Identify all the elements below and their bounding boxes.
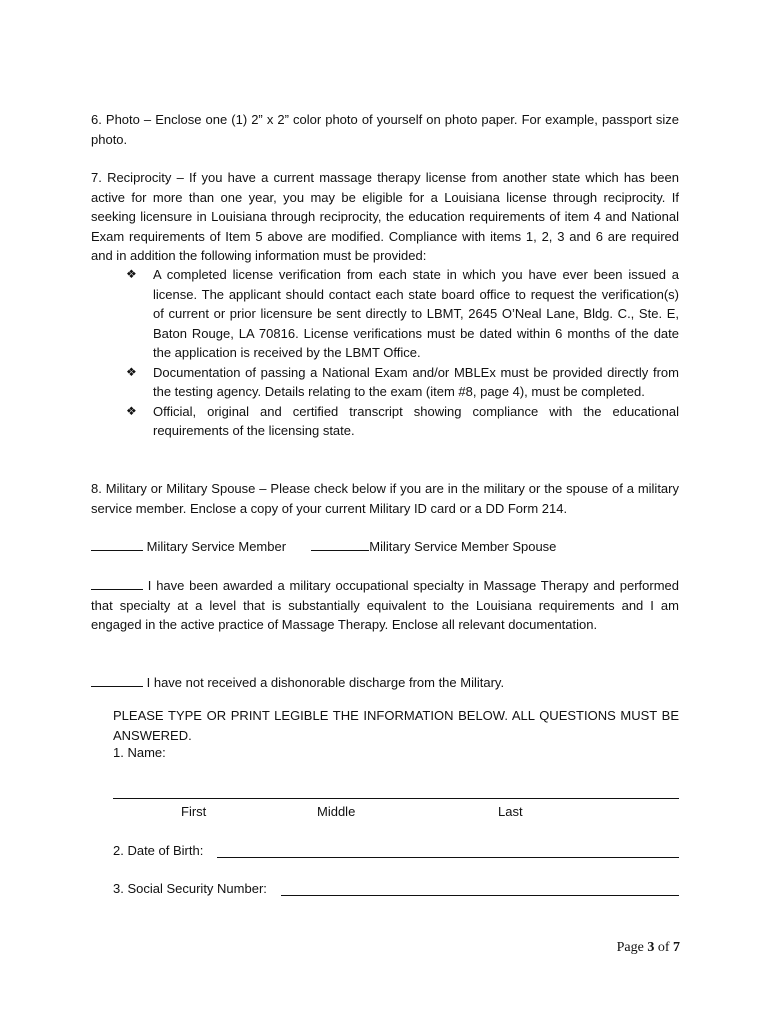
specialty-text: I have been awarded a military occupational specialty in Massage Therapy and performed that specialty at a level that is substantially equivalent to the Louisiana requirements and I am engaged in the active practice of Massage Therapy. Enclose all relevant documentation. [91, 578, 679, 632]
item-8-military: 8. Military or Military Spouse – Please check below if you are in the military or the spouse of a military service member. Enclose a copy of your current Military ID card or a DD Form 214. [91, 481, 679, 516]
page-word: Page [616, 940, 644, 955]
option-member-label: Military Service Member [146, 539, 287, 554]
military-options-row [91, 537, 679, 557]
item-6-photo: 6. Photo – Enclose one (1) 2” x 2” color photo of yourself on photo paper. For example, passport size photo. [91, 112, 679, 147]
option-spouse-label: Military Service Member Spouse [369, 539, 557, 554]
form-instructions: PLEASE TYPE OR PRINT LEGIBLE THE INFORMATION BELOW. ALL QUESTIONS MUST BE ANSWERED. [113, 708, 679, 743]
of-word: of [657, 940, 670, 955]
discharge-checkbox-line[interactable] [91, 674, 143, 687]
diamond-bullet-icon: ❖ [126, 403, 137, 418]
item-7-reciprocity: 7. Reciprocity – If you have a current massage therapy license from another state which has been active for more than one year, you may be eligible for a Louisiana license through reciprocity. If seeking licensure in Louisiana through reciprocity, the education requirements of item 4 and National Exam requirements of Item 5 above are modified. Compliance with items 1, 2, 3 and 6 are required and in addition the following information must be provided: [91, 170, 679, 263]
specialty-checkbox-line[interactable] [91, 577, 143, 590]
last-name-caption: Last [498, 804, 523, 819]
member-checkbox-line[interactable] [91, 538, 143, 551]
name-input-line[interactable] [113, 798, 679, 799]
list-item [126, 265, 679, 363]
list-item [126, 363, 679, 402]
specialty-statement [91, 576, 679, 635]
bullet-text: Documentation of passing a National Exam and/or MBLEx must be provided directly from the testing agency. Details relating to the exam (item #8, page 4), must be completed. [153, 364, 679, 399]
page-number [617, 940, 680, 956]
first-name-caption: First [181, 804, 207, 819]
dob-label: 2. Date of Birth: [113, 843, 204, 858]
ssn-label: 3. Social Security Number: [113, 881, 267, 896]
reciprocity-requirements-list [126, 265, 679, 441]
bullet-text: Official, original and certified transcript showing compliance with the educational requirements of the licensing state. [153, 403, 679, 438]
current-page: 3 [647, 940, 655, 955]
total-pages: 7 [673, 940, 680, 955]
discharge-statement [91, 673, 679, 693]
spouse-checkbox-line[interactable] [311, 538, 369, 551]
middle-name-caption: Middle [317, 804, 356, 819]
name-label: 1. Name: [113, 745, 166, 760]
dob-input-line[interactable] [217, 857, 679, 858]
ssn-input-line[interactable] [281, 895, 679, 896]
diamond-bullet-icon: ❖ [126, 267, 137, 281]
diamond-bullet-icon: ❖ [126, 364, 137, 379]
list-item [126, 402, 679, 441]
discharge-text: I have not received a dishonorable discharge from the Military. [146, 675, 505, 690]
bullet-text: A completed license verification from each state in which you have ever been issued a license. The applicant should contact each state board office to request the verification(s) of current or prior licensure be sent directly to LBMT, 2645 O’Neal Lane, Bldg. C., Ste. E, Baton Rouge, LA 70816. License verifications must be dated within 6 months of the date the application is received by the LBMT Office. [153, 267, 679, 360]
